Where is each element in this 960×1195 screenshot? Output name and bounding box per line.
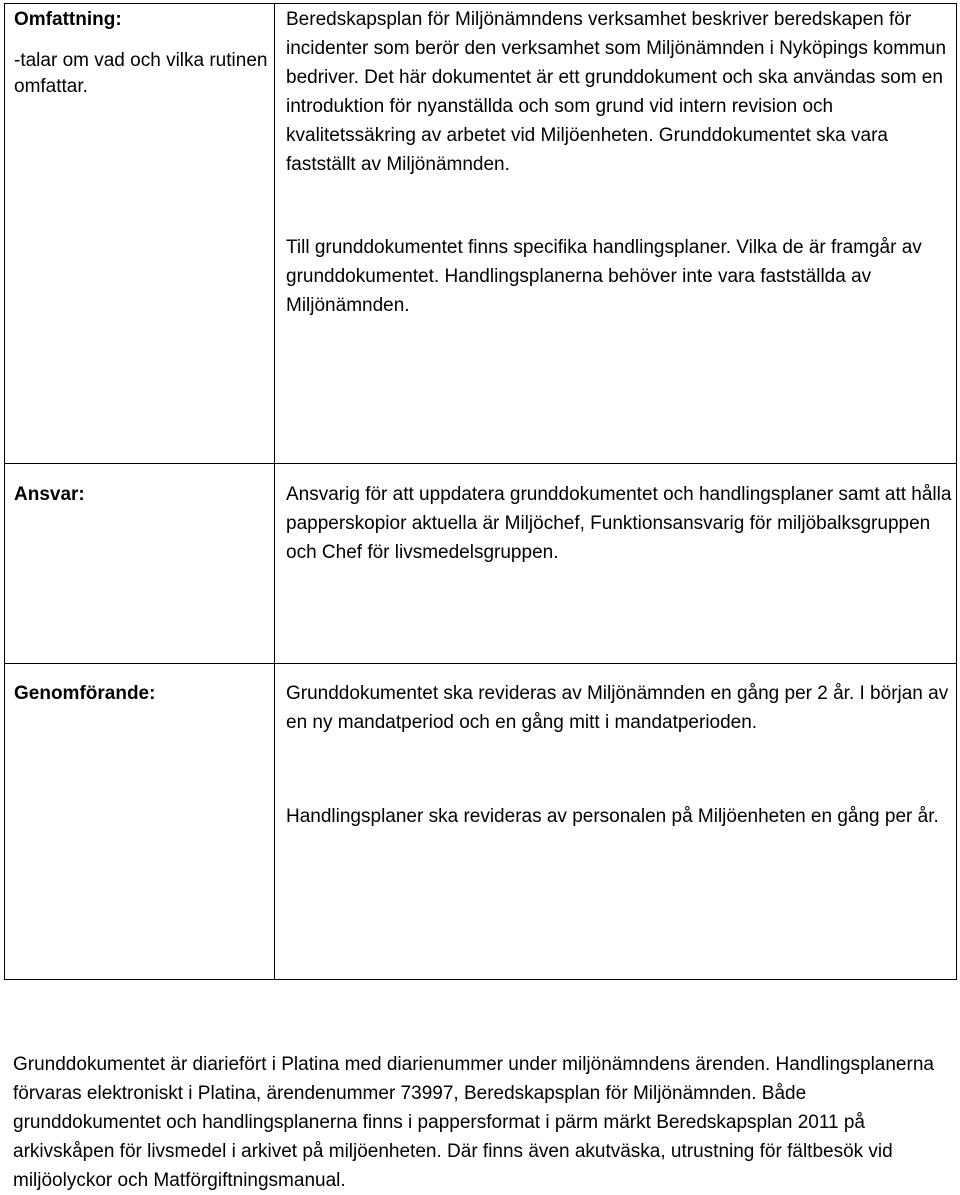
genomforande-paragraph-2: Handlingsplaner ska revideras av personalen på Miljöenheten en gång per år. — [286, 806, 939, 827]
label-cell — [5, 4, 275, 464]
document-table — [4, 3, 957, 980]
table-row-genomforande — [5, 664, 957, 980]
row-label-omfattning: Omfattning: — [14, 9, 122, 30]
row-sublabel-omfattning: -talar om vad och vilka rutinen omfattar. — [14, 50, 268, 97]
row-label-ansvar: Ansvar: — [14, 484, 85, 505]
ansvar-paragraph-1: Ansvarig för att uppdatera grunddokumentet och handlingsplaner samt att hålla papperskopior aktuella är Miljöchef, Funktionsansvarig för miljöbalksgruppen och Chef för livsmedelsgruppen. — [286, 484, 952, 563]
label-cell — [5, 664, 275, 980]
label-cell — [5, 464, 275, 664]
omfattning-paragraph-1: Beredskapsplan för Miljönämndens verksamhet beskriver beredskapen för incidenter som berör den verksamhet som Miljönämnden i Nyköpings kommun bedriver. Det här dokumentet är ett grunddokument och ska användas som en introduktion för nyanställda och som grund vid intern revision och kvalitetssäkring av arbetet vid Miljöenheten. Grunddokumentet ska vara fastställt av Miljönämnden. — [286, 9, 947, 175]
row-label-genomforande: Genomförande: — [14, 683, 156, 704]
genomforande-paragraph-1: Grunddokumentet ska revideras av Miljönämnden en gång per 2 år. I början av en ny mandatperiod och en gång mitt i mandatperioden. — [286, 683, 949, 733]
footer-paragraph: Grunddokumentet är diariefört i Platina med diarienummer under miljönämndens ärenden. Handlingsplanerna förvaras elektroniskt i Platina, ärendenummer 73997, Beredskapsplan för Miljönämnden. Både grunddokumentet och handlingsplanerna finns i pappersformat i pärm märkt Beredskapsplan 2011 på arkivskåpen för livsmedel i arkivet på miljöenheten. Där finns även akutväska, utrustning för fältbesök vid miljöolyckor och Matförgiftningsmanual. — [13, 1054, 934, 1191]
content-cell — [275, 464, 957, 664]
content-cell — [275, 664, 957, 980]
content-cell — [275, 4, 957, 464]
omfattning-paragraph-2: Till grunddokumentet finns specifika handlingsplaner. Vilka de är framgår av grunddokumentet. Handlingsplanerna behöver inte vara fastställda av Miljönämnden. — [286, 237, 922, 316]
table-row-omfattning — [5, 4, 957, 464]
table-row-ansvar — [5, 464, 957, 664]
